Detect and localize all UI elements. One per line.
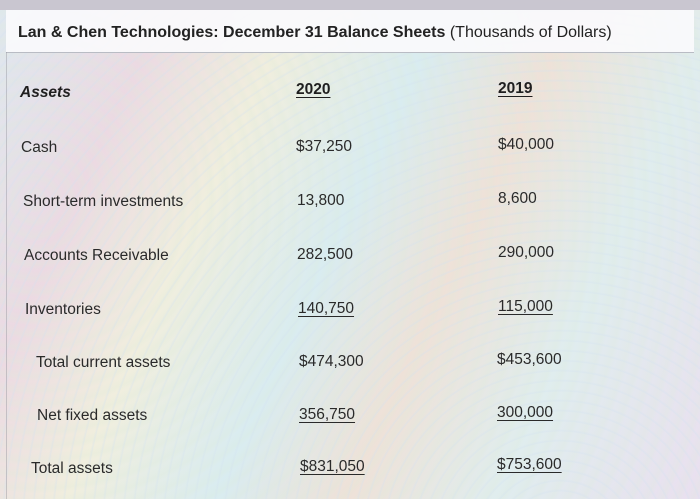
value-2019-accounts-receivable: 290,000	[498, 244, 555, 261]
value-2020-net-fixed-assets: 356,750	[299, 406, 356, 423]
screen-top-edge	[0, 0, 700, 10]
value-2019-cash: $40,000	[498, 136, 555, 153]
value-2020-short-term-investments: 13,800	[297, 192, 345, 209]
value-2019-short-term-investments: 8,600	[498, 190, 537, 207]
page-title	[18, 24, 612, 42]
header-assets: Assets	[20, 84, 71, 101]
value-2020-total-current-assets: $474,300	[299, 353, 364, 370]
row-label-short-term-investments: Short-term investments	[23, 193, 184, 210]
value-2019-total-assets: $753,600	[497, 456, 562, 473]
title-text: Lan & Chen Technologies: December 31 Balance Sheets	[18, 24, 446, 41]
row-label-net-fixed-assets: Net fixed assets	[37, 407, 148, 424]
row-label-total-assets: Total assets	[31, 460, 113, 477]
value-2020-accounts-receivable: 282,500	[297, 246, 354, 263]
value-2019-net-fixed-assets: 300,000	[497, 404, 554, 421]
header-2020: 2020	[296, 81, 331, 98]
header-2019: 2019	[498, 80, 533, 97]
row-label-total-current-assets: Total current assets	[36, 354, 171, 371]
value-2019-inventories: 115,000	[498, 298, 553, 315]
row-label-cash: Cash	[21, 139, 58, 156]
title-bar	[6, 10, 694, 53]
value-2019-total-current-assets: $453,600	[497, 351, 562, 368]
value-2020-cash: $37,250	[296, 138, 353, 155]
row-label-inventories: Inventories	[25, 301, 101, 318]
title-unit: (Thousands of Dollars)	[449, 24, 612, 41]
value-2020-inventories: 140,750	[298, 300, 355, 317]
value-2020-total-assets: $831,050	[300, 458, 365, 475]
balance-sheet-table	[6, 52, 695, 499]
row-label-accounts-receivable: Accounts Receivable	[24, 247, 169, 264]
